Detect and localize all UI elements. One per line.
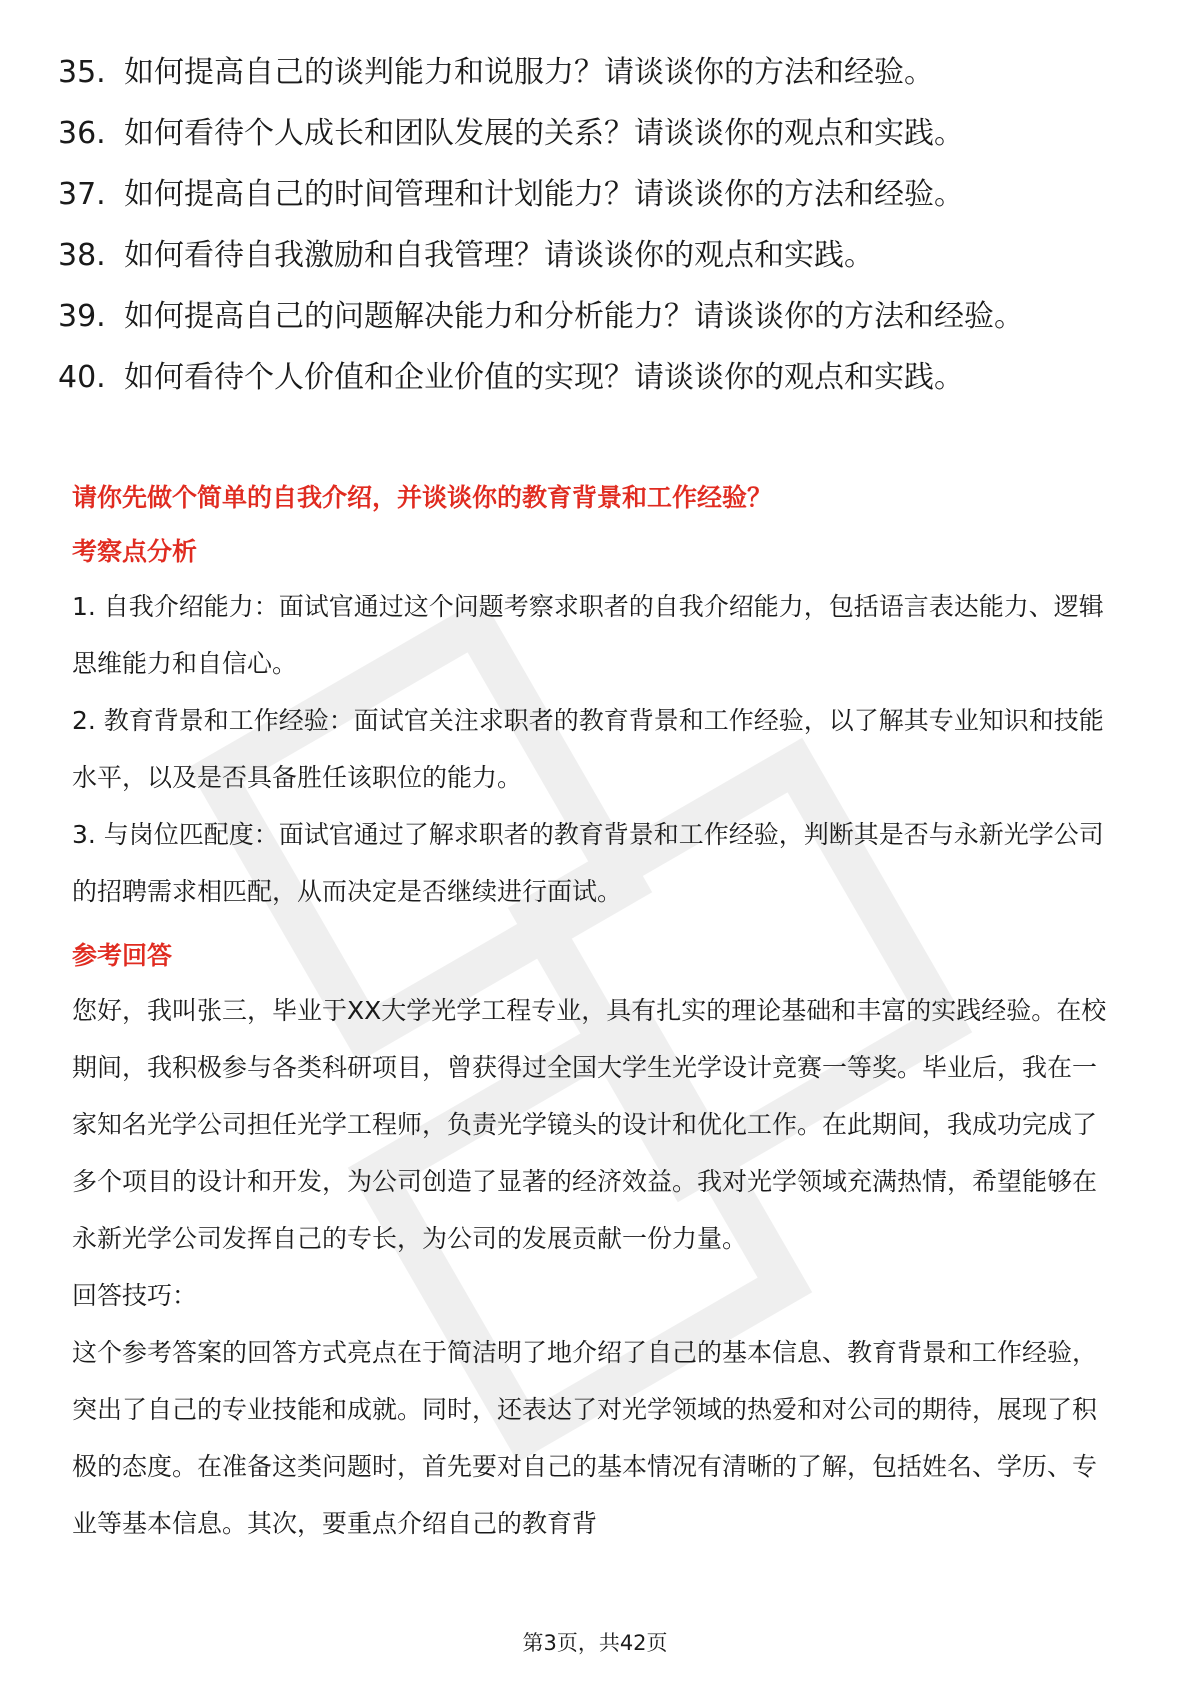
page-number: 第3页，共42页 xyxy=(522,1631,668,1655)
item-text: 如何提高自己的谈判能力和说服力？请谈谈你的方法和经验。 xyxy=(124,55,934,90)
item-number: 36. xyxy=(58,116,106,151)
interview-question-section xyxy=(72,480,1120,1552)
tips-text: 这个参考答案的回答方式亮点在于简洁明了地介绍了自己的基本信息、教育背景和工作经验，突出了自己的专业技能和成就。同时，还表达了对光学领域的热爱和对公司的期待，展现了积极的态度。在准备这类问题时，首先要对自己的基本情况有清晰的了解，包括姓名、学历、专业等基本信息。其次，要重点介绍自己的教育背 xyxy=(72,1338,1098,1538)
item-text: 如何看待自我激励和自我管理？请谈谈你的观点和实践。 xyxy=(124,238,874,273)
item-number: 39. xyxy=(58,299,106,334)
item-number: 38. xyxy=(58,238,106,273)
list-item xyxy=(58,296,1118,337)
list-item xyxy=(58,235,1118,276)
answer-heading: 参考回答 xyxy=(72,941,173,970)
item-number: 35. xyxy=(58,55,106,90)
list-item xyxy=(58,357,1118,398)
analysis-heading: 考察点分析 xyxy=(72,537,198,566)
list-item xyxy=(58,174,1118,215)
analysis-point: 2. 教育背景和工作经验：面试官关注求职者的教育背景和工作经验，以了解其专业知识和技能水平，以及是否具备胜任该职位的能力。 xyxy=(72,706,1104,792)
analysis-point: 1. 自我介绍能力：面试官通过这个问题考察求职者的自我介绍能力，包括语言表达能力、逻辑思维能力和自信心。 xyxy=(72,592,1104,678)
list-item xyxy=(58,52,1118,93)
list-item xyxy=(58,113,1118,154)
item-text: 如何看待个人价值和企业价值的实现？请谈谈你的观点和实践。 xyxy=(124,360,964,395)
tips-heading: 回答技巧： xyxy=(72,1281,198,1310)
analysis-point: 3. 与岗位匹配度：面试官通过了解求职者的教育背景和工作经验，判断其是否与永新光学公司的招聘需求相匹配，从而决定是否继续进行面试。 xyxy=(72,820,1104,906)
question-list xyxy=(58,52,1118,418)
answer-text: 您好，我叫张三，毕业于XX大学光学工程专业，具有扎实的理论基础和丰富的实践经验。在校期间，我积极参与各类科研项目，曾获得过全国大学生光学设计竞赛一等奖。毕业后，我在一家知名光学公司担任光学工程师，负责光学镜头的设计和优化工作。在此期间，我成功完成了多个项目的设计和开发，为公司创造了显著的经济效益。我对光学领域充满热情，希望能够在永新光学公司发挥自己的专长，为公司的发展贡献一份力量。 xyxy=(72,996,1107,1253)
item-number: 40. xyxy=(58,360,106,395)
question-title: 请你先做个简单的自我介绍，并谈谈你的教育背景和工作经验？ xyxy=(72,483,773,512)
item-text: 如何看待个人成长和团队发展的关系？请谈谈你的观点和实践。 xyxy=(124,116,964,151)
item-text: 如何提高自己的问题解决能力和分析能力？请谈谈你的方法和经验。 xyxy=(124,299,1024,334)
item-text: 如何提高自己的时间管理和计划能力？请谈谈你的方法和经验。 xyxy=(124,177,964,212)
item-number: 37. xyxy=(58,177,106,212)
